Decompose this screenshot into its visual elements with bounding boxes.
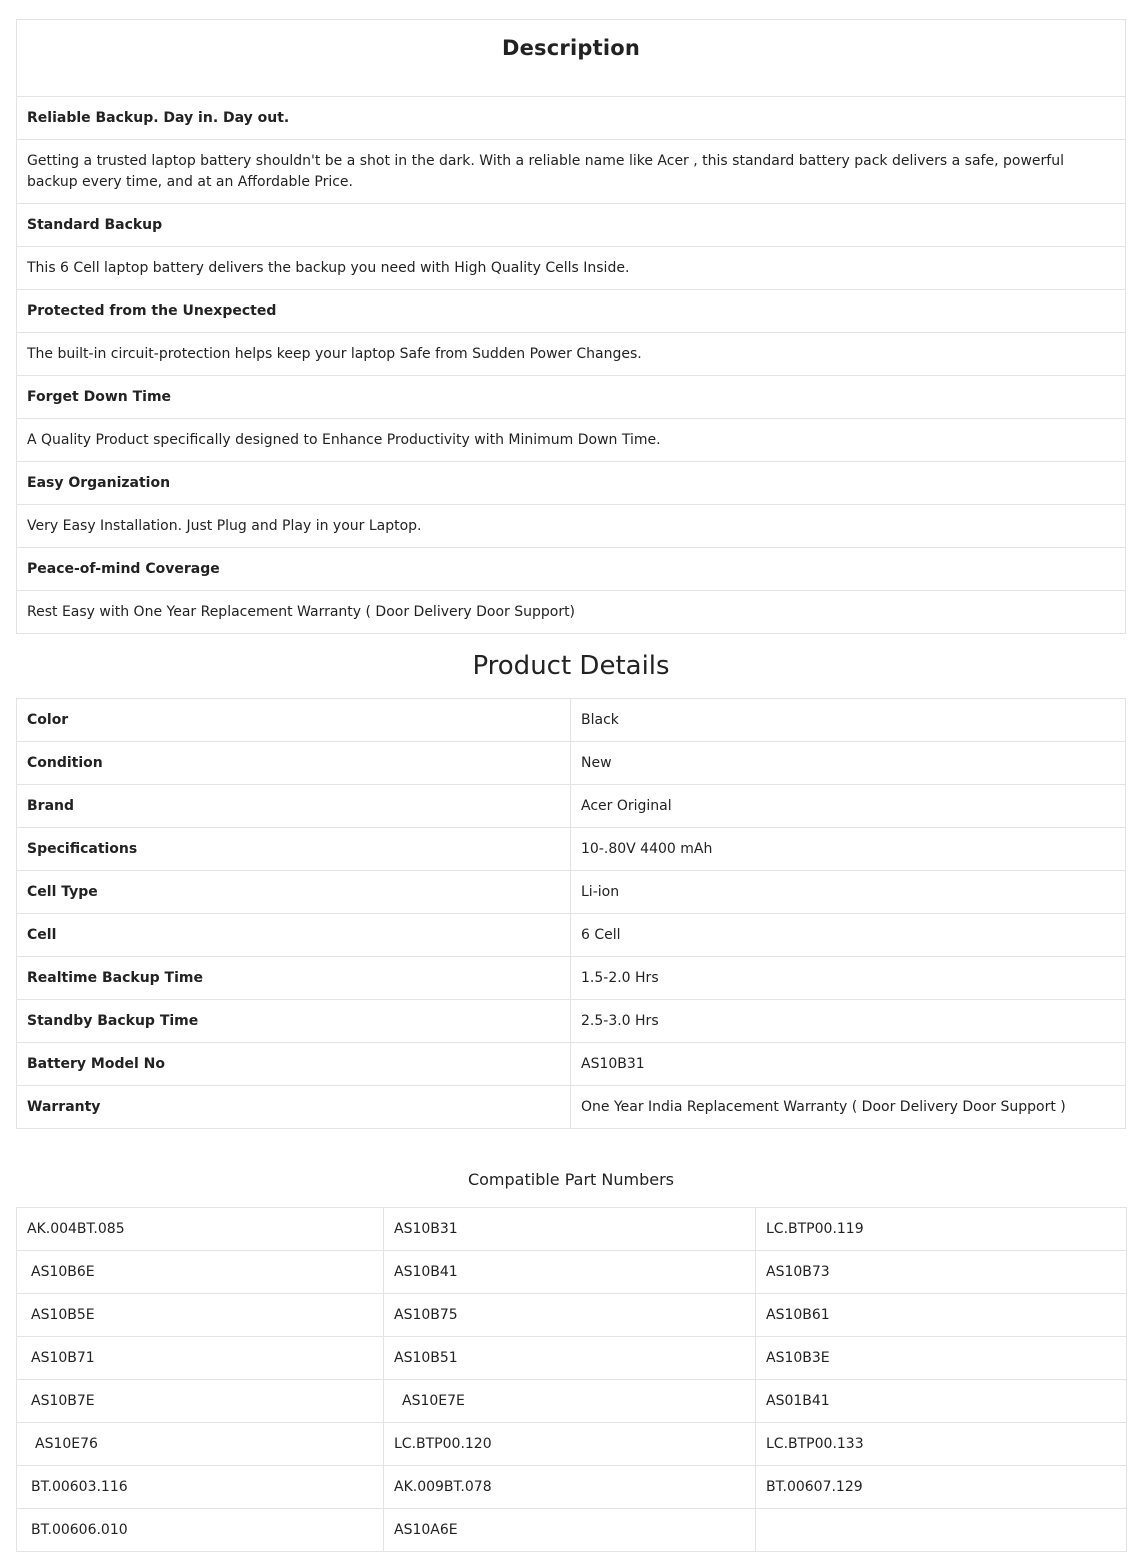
detail-row [17,742,1126,785]
section-heading: Easy Organization [17,462,1126,505]
detail-value: Black [571,699,1126,742]
section-heading: Protected from the Unexpected [17,290,1126,333]
detail-key: Condition [17,742,571,785]
detail-row [17,1086,1126,1129]
product-description-page [16,19,1126,1552]
detail-row [17,699,1126,742]
part-number: LC.BTP00.119 [756,1208,1127,1251]
detail-key: Specifications [17,828,571,871]
detail-key: Cell [17,914,571,957]
detail-row [17,785,1126,828]
part-number: LC.BTP00.120 [384,1423,756,1466]
section-text: Rest Easy with One Year Replacement Warranty ( Door Delivery Door Support) [17,591,1126,634]
detail-value: One Year India Replacement Warranty ( Door Delivery Door Support ) [571,1086,1126,1129]
part-number [756,1509,1127,1552]
part-number: AS10B51 [384,1337,756,1380]
part-number: AK.009BT.078 [384,1466,756,1509]
detail-row [17,1043,1126,1086]
detail-value: Acer Original [571,785,1126,828]
parts-row [17,1251,1127,1294]
detail-key: Standby Backup Time [17,1000,571,1043]
part-number: AS10B75 [384,1294,756,1337]
detail-value: Li-ion [571,871,1126,914]
parts-row [17,1423,1127,1466]
parts-row [17,1294,1127,1337]
section-text: This 6 Cell laptop battery delivers the backup you need with High Quality Cells Inside. [17,247,1126,290]
detail-value: 10-.80V 4400 mAh [571,828,1126,871]
part-number: AS10B71 [17,1337,384,1380]
part-number: AK.004BT.085 [17,1208,384,1251]
part-number: AS10B41 [384,1251,756,1294]
detail-row [17,1000,1126,1043]
part-number: AS01B41 [756,1380,1127,1423]
detail-value: 6 Cell [571,914,1126,957]
parts-row [17,1337,1127,1380]
parts-row [17,1466,1127,1509]
compatible-parts-title: Compatible Part Numbers [467,1170,675,1189]
detail-key: Realtime Backup Time [17,957,571,1000]
part-number: BT.00607.129 [756,1466,1127,1509]
section-heading: Forget Down Time [17,376,1126,419]
part-number: AS10B61 [756,1294,1127,1337]
part-number: AS10B3E [756,1337,1127,1380]
section-heading: Reliable Backup. Day in. Day out. [17,97,1126,140]
section-text: Getting a trusted laptop battery shouldn't be a shot in the dark. With a reliable name like Acer , this standard battery pack delivers a safe, powerful backup every time, and at an Affordable Price. [17,140,1126,204]
detail-value: AS10B31 [571,1043,1126,1086]
part-number: LC.BTP00.133 [756,1423,1127,1466]
product-details-title: Product Details [472,651,670,681]
product-details-table [16,698,1126,1129]
part-number: AS10B6E [17,1251,384,1294]
part-number: BT.00603.116 [17,1466,384,1509]
detail-key: Brand [17,785,571,828]
detail-value: 1.5-2.0 Hrs [571,957,1126,1000]
part-number: AS10B5E [17,1294,384,1337]
section-heading: Peace-of-mind Coverage [17,548,1126,591]
detail-row [17,828,1126,871]
detail-value: 2.5-3.0 Hrs [571,1000,1126,1043]
part-number: AS10A6E [384,1509,756,1552]
detail-row [17,914,1126,957]
detail-row [17,957,1126,1000]
part-number: AS10B31 [384,1208,756,1251]
detail-key: Warranty [17,1086,571,1129]
part-number: AS10E7E [384,1380,756,1423]
compatible-parts-table [16,1207,1127,1552]
part-number: BT.00606.010 [17,1509,384,1552]
part-number: AS10B73 [756,1251,1127,1294]
detail-key: Battery Model No [17,1043,571,1086]
section-text: The built-in circuit-protection helps keep your laptop Safe from Sudden Power Changes. [17,333,1126,376]
description-table [16,19,1126,634]
description-title: Description [17,20,1126,97]
detail-key: Cell Type [17,871,571,914]
section-text: Very Easy Installation. Just Plug and Play in your Laptop. [17,505,1126,548]
parts-row [17,1208,1127,1251]
parts-row [17,1509,1127,1552]
part-number: AS10E76 [17,1423,384,1466]
detail-key: Color [17,699,571,742]
parts-row [17,1380,1127,1423]
detail-row [17,871,1126,914]
detail-value: New [571,742,1126,785]
section-text: A Quality Product specifically designed to Enhance Productivity with Minimum Down Time. [17,419,1126,462]
part-number: AS10B7E [17,1380,384,1423]
section-heading: Standard Backup [17,204,1126,247]
